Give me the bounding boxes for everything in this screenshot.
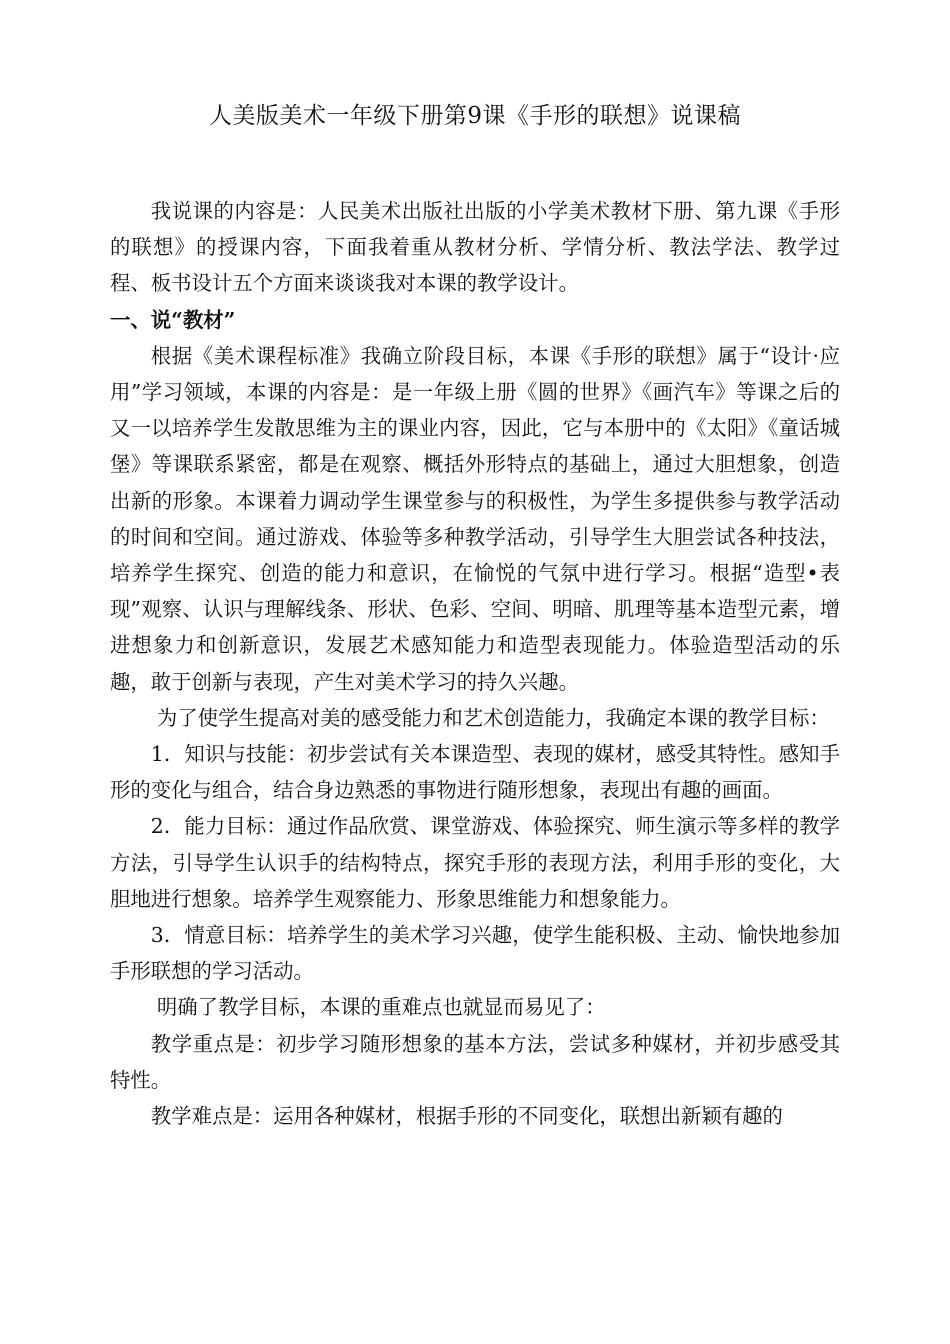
document-body [110,193,840,1134]
key-points-intro: 明确了教学目标，本课的重难点也就显而易见了： [156,995,606,1020]
goals-intro-paragraph: 为了使学生提高对美的感受能力和艺术创造能力，我确定本课的教学目标： [156,705,830,730]
page-title: 人美版美术一年级下册第9课《手形的联想》说课稿 [208,103,742,129]
teaching-key-point: 教学重点是：初步学习随形想象的基本方法，尝试多种媒材，并初步感受其特性。 [110,1031,840,1092]
goal-ability: 2．能力目标：通过作品欣赏、课堂游戏、体验探究、师生演示等多样的教学方法，引导学生认识手的结构特点，探究手形的表现方法，利用手形的变化，大胆地进行想象。培养学生观察能力、形象思维能力和想象能力。 [110,814,840,911]
textbook-paragraph: 根据《美术课程标准》我确立阶段目标，本课《手形的联想》属于“设计·应用”学习领域，本课的内容是：是一年级上册《圆的世界》《画汽车》等课之后的又一以培养学生发散思维为主的课业内容，因此，它与本册中的《太阳》《童话城堡》等课联系紧密，都是在观察、概括外形特点的基础上，通过大胆想象，创造出新的形象。本课着力调动学生课堂参与的积极性，为学生多提供参与教学活动的时间和空间。通过游戏、体验等多种教学活动，引导学生大胆尝试各种技法，培养学生探究、创造的能力和意识，在愉悦的气氛中进行学习。根据“造型•表现”观察、认识与理解线条、形状、色彩、空间、明暗、肌理等基本造型元素，增进想象力和创新意识，发展艺术感知能力和造型表现能力。体验造型活动的乐趣，敢于创新与表现，产生对美术学习的持久兴趣。 [110,343,840,694]
goal-knowledge-skills: 1．知识与技能：初步尝试有关本课造型、表现的媒材，感受其特性。感知手形的变化与组合，结合身边熟悉的事物进行随形想象，表现出有趣的画面。 [110,742,840,803]
section-heading-textbook: 一、说“教材” [110,307,236,332]
teaching-difficulty: 教学难点是：运用各种媒材，根据手形的不同变化，联想出新颖有趣的 [150,1104,783,1129]
goal-emotion: 3．情意目标：培养学生的美术学习兴趣，使学生能积极、主动、愉快地参加手形联想的学习活动。 [110,923,840,984]
intro-paragraph: 我说课的内容是：人民美术出版社出版的小学美术教材下册、第九课《手形的联想》的授课内容，下面我着重从教材分析、学情分析、教法学法、教学过程、板书设计五个方面来谈谈我对本课的教学设计。 [110,199,840,296]
